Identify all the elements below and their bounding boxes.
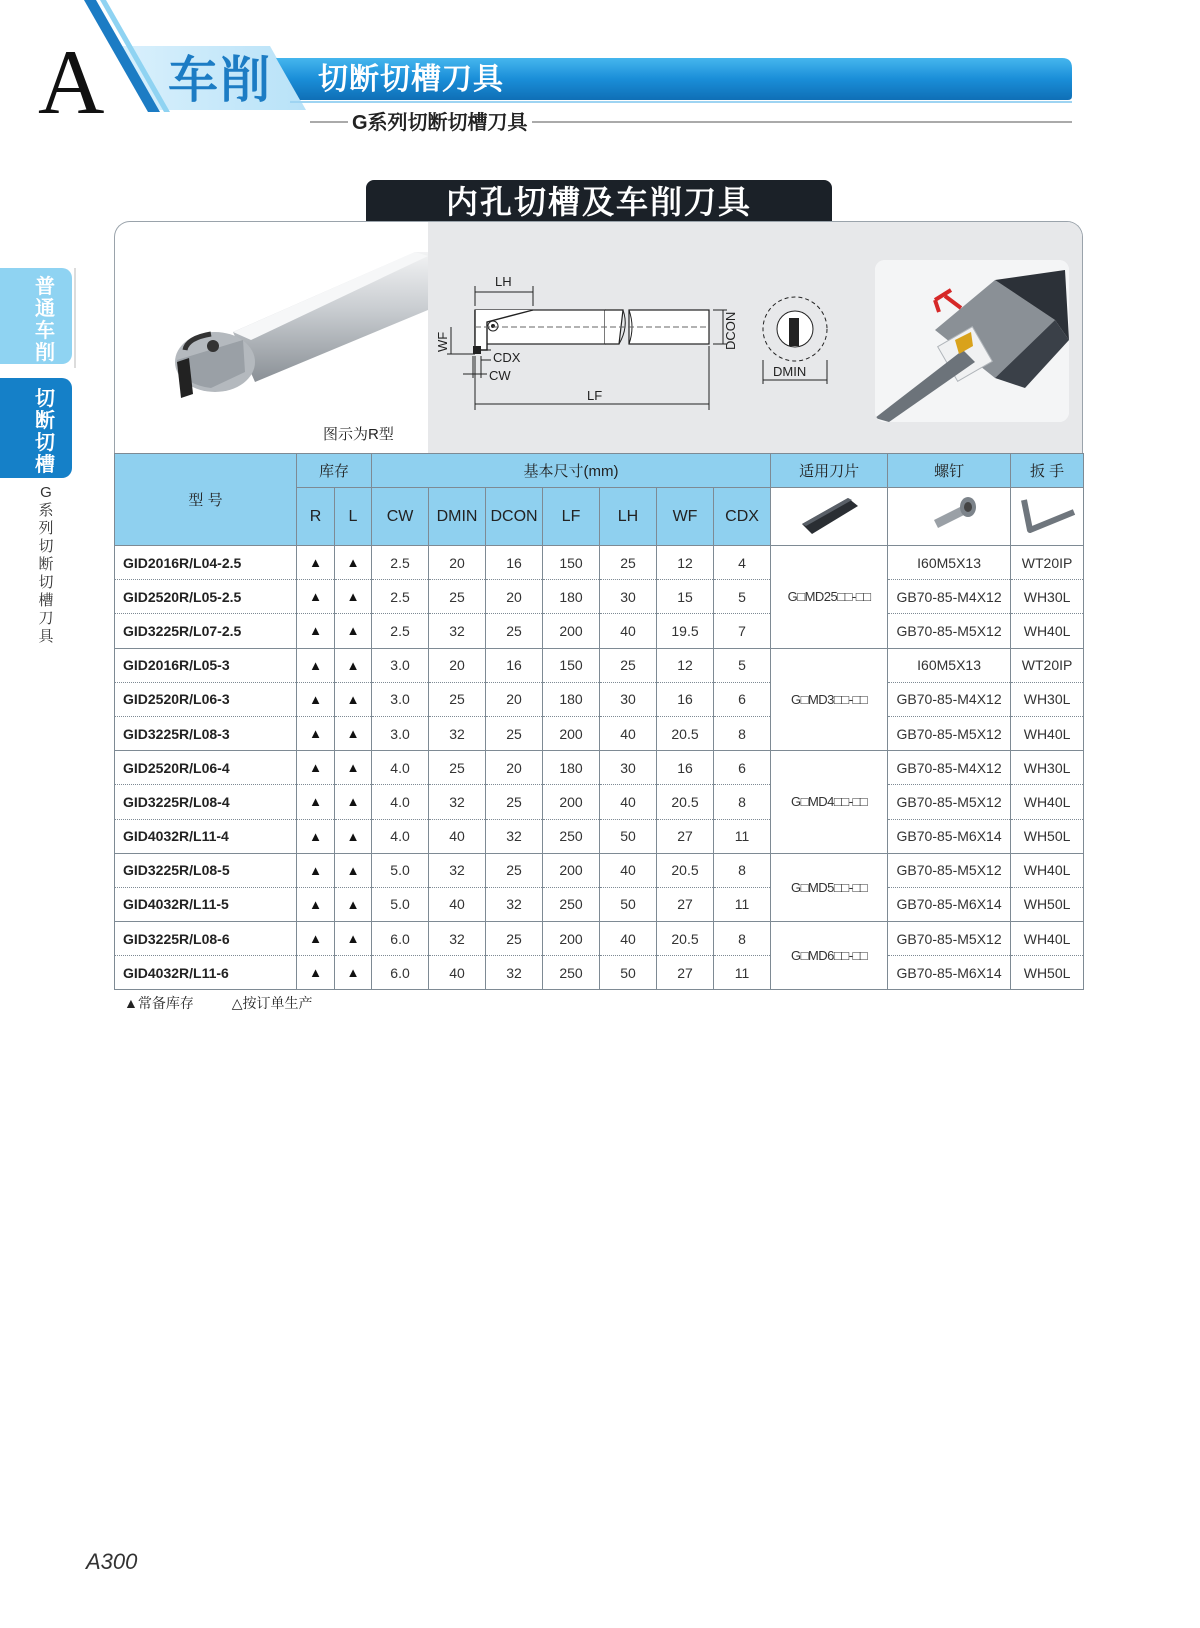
table-cell: 5.0: [372, 887, 429, 921]
table-cell: 32: [429, 922, 486, 956]
table-cell: 20.5: [657, 853, 714, 887]
table-cell: 32: [486, 887, 543, 921]
table-cell: WH40L: [1011, 853, 1084, 887]
chapter-letter: A: [38, 31, 105, 133]
table-cell: 27: [657, 956, 714, 990]
table-cell: 8: [714, 922, 771, 956]
table-cell: 2.5: [372, 580, 429, 614]
table-cell: ▲: [297, 819, 335, 853]
figure-note: 图示为R型: [323, 426, 394, 443]
table-cell: 25: [429, 682, 486, 716]
wrench-image: [1011, 488, 1084, 546]
table-cell: 200: [543, 716, 600, 750]
table-cell: ▲: [297, 956, 335, 990]
table-cell: GB70-85-M5X12: [888, 922, 1011, 956]
table-cell: 40: [429, 887, 486, 921]
table-cell: 200: [543, 922, 600, 956]
table-cell: 6.0: [372, 922, 429, 956]
side-vertical-label: G 系 列 切 断 切 槽 刀 具: [38, 484, 54, 645]
table-cell: 4: [714, 546, 771, 580]
page-number: A300: [86, 1549, 138, 1574]
table-cell: 16: [486, 546, 543, 580]
table-row: [115, 887, 1084, 921]
model-cell: GID3225R/L08-4: [115, 785, 297, 819]
table-cell: 50: [600, 887, 657, 921]
dim-wf: WF: [435, 331, 450, 352]
model-cell: GID4032R/L11-6: [115, 956, 297, 990]
table-row: [115, 956, 1084, 990]
table-cell: ▲: [297, 887, 335, 921]
table-cell: 150: [543, 546, 600, 580]
table-cell: 25: [486, 716, 543, 750]
model-cell: GID2016R/L05-3: [115, 648, 297, 682]
table-cell: 180: [543, 580, 600, 614]
header-r: R: [297, 488, 335, 546]
model-cell: GID3225R/L08-5: [115, 853, 297, 887]
dim-lh: LH: [495, 274, 512, 289]
table-cell: ▲: [335, 785, 372, 819]
table-cell: WH40L: [1011, 922, 1084, 956]
table-cell: ▲: [335, 887, 372, 921]
legend-stock: ▲常备库存: [124, 995, 194, 1011]
table-row: [115, 819, 1084, 853]
table-cell: 3.0: [372, 682, 429, 716]
model-cell: GID2016R/L04-2.5: [115, 546, 297, 580]
table-cell: 5.0: [372, 853, 429, 887]
table-row: [115, 922, 1084, 956]
table-cell: ▲: [335, 546, 372, 580]
table-cell: 7: [714, 614, 771, 648]
table-row: [115, 853, 1084, 887]
table-cell: 15: [657, 580, 714, 614]
table-cell: 27: [657, 887, 714, 921]
page-header: [0, 0, 1200, 140]
table-cell: 32: [429, 716, 486, 750]
table-cell: 32: [486, 819, 543, 853]
table-cell: ▲: [335, 682, 372, 716]
figure-panel: [114, 221, 1083, 454]
table-cell: 2.5: [372, 546, 429, 580]
table-cell: 40: [600, 614, 657, 648]
table-cell: 20: [486, 580, 543, 614]
header-dcon: DCON: [486, 488, 543, 546]
table-cell: ▲: [297, 546, 335, 580]
table-cell: GB70-85-M4X12: [888, 751, 1011, 785]
table-cell: ▲: [335, 956, 372, 990]
table-cell: WH50L: [1011, 819, 1084, 853]
table-cell: WH40L: [1011, 614, 1084, 648]
table-cell: 20: [486, 751, 543, 785]
table-cell: 30: [600, 751, 657, 785]
table-cell: WT20IP: [1011, 546, 1084, 580]
table-cell: WH50L: [1011, 956, 1084, 990]
table-cell: 6.0: [372, 956, 429, 990]
table-cell: ▲: [335, 716, 372, 750]
table-cell: 12: [657, 546, 714, 580]
table-cell: 250: [543, 956, 600, 990]
header-dmin: DMIN: [429, 488, 486, 546]
dim-lf: LF: [587, 388, 603, 403]
header-screw: 螺钉: [888, 454, 1011, 488]
table-cell: 32: [429, 785, 486, 819]
table-cell: GB70-85-M5X12: [888, 785, 1011, 819]
table-cell: WH50L: [1011, 887, 1084, 921]
dim-cdx: CDX: [493, 350, 521, 365]
table-cell: 40: [600, 922, 657, 956]
table-cell: 8: [714, 716, 771, 750]
table-cell: 25: [600, 546, 657, 580]
insert-group: G□MD3□□-□□: [771, 648, 888, 751]
table-cell: 6: [714, 751, 771, 785]
model-cell: GID4032R/L11-5: [115, 887, 297, 921]
table-cell: 3.0: [372, 648, 429, 682]
header-cdx: CDX: [714, 488, 771, 546]
table-row: [115, 546, 1084, 580]
table-cell: 30: [600, 682, 657, 716]
table-cell: ▲: [297, 580, 335, 614]
table-cell: ▲: [297, 785, 335, 819]
header-l: L: [335, 488, 372, 546]
table-cell: 32: [429, 614, 486, 648]
table-cell: ▲: [335, 580, 372, 614]
legend-order: △按订单生产: [231, 995, 313, 1011]
table-cell: 200: [543, 785, 600, 819]
table-cell: ▲: [297, 716, 335, 750]
header-stock: 库存: [297, 454, 372, 488]
model-cell: GID2520R/L06-4: [115, 751, 297, 785]
table-cell: 20.5: [657, 716, 714, 750]
screw-icon: [914, 490, 984, 538]
table-cell: 11: [714, 819, 771, 853]
table-row: [115, 716, 1084, 750]
header-wf: WF: [657, 488, 714, 546]
table-cell: 20.5: [657, 785, 714, 819]
table-cell: ▲: [335, 648, 372, 682]
insert-group: G□MD5□□-□□: [771, 853, 888, 921]
table-cell: 16: [486, 648, 543, 682]
table-cell: 30: [600, 580, 657, 614]
table-cell: 20: [429, 546, 486, 580]
table-cell: 3.0: [372, 716, 429, 750]
tool-holder-image: [115, 222, 428, 454]
spec-table: [114, 453, 1084, 990]
application-image: [875, 260, 1069, 422]
table-cell: 6: [714, 682, 771, 716]
table-cell: 20.5: [657, 922, 714, 956]
table-cell: ▲: [297, 751, 335, 785]
product-banner: 内孔切槽及车削刀具: [366, 180, 832, 224]
table-cell: 180: [543, 751, 600, 785]
table-cell: 11: [714, 956, 771, 990]
table-row: [115, 580, 1084, 614]
table-cell: GB70-85-M6X14: [888, 819, 1011, 853]
table-cell: 25: [486, 853, 543, 887]
table-cell: 20: [429, 648, 486, 682]
insert-image: [771, 488, 888, 546]
dim-dcon: DCON: [723, 311, 738, 350]
model-cell: GID3225R/L08-6: [115, 922, 297, 956]
table-cell: 4.0: [372, 751, 429, 785]
table-cell: 5: [714, 648, 771, 682]
model-cell: GID2520R/L05-2.5: [115, 580, 297, 614]
spec-table-body: [115, 546, 1084, 990]
tab-general-turning[interactable]: 普 通 车 削: [0, 268, 72, 364]
table-cell: 40: [429, 819, 486, 853]
table-row: [115, 751, 1084, 785]
table-cell: 16: [657, 682, 714, 716]
table-cell: WH30L: [1011, 751, 1084, 785]
table-cell: 4.0: [372, 785, 429, 819]
table-cell: ▲: [335, 819, 372, 853]
subsection-title: G系列切断切槽刀具: [348, 110, 532, 136]
table-cell: 200: [543, 614, 600, 648]
table-cell: GB70-85-M6X14: [888, 887, 1011, 921]
table-cell: 16: [657, 751, 714, 785]
table-cell: 8: [714, 853, 771, 887]
table-row: [115, 648, 1084, 682]
table-cell: 5: [714, 580, 771, 614]
table-cell: 250: [543, 819, 600, 853]
header-model: 型 号: [115, 454, 297, 546]
table-cell: 25: [486, 922, 543, 956]
table-cell: GB70-85-M5X12: [888, 716, 1011, 750]
table-row: [115, 614, 1084, 648]
header-lh: LH: [600, 488, 657, 546]
tab-parting-grooving[interactable]: 切 断 切 槽: [0, 378, 72, 478]
table-cell: ▲: [335, 614, 372, 648]
table-cell: 4.0: [372, 819, 429, 853]
table-cell: 19.5: [657, 614, 714, 648]
table-cell: 25: [429, 751, 486, 785]
table-cell: 50: [600, 819, 657, 853]
dimension-drawing: [433, 252, 853, 432]
table-cell: WH40L: [1011, 716, 1084, 750]
category-title: 车削: [168, 52, 272, 108]
table-cell: 8: [714, 785, 771, 819]
table-cell: 25: [486, 785, 543, 819]
insert-group: G□MD6□□-□□: [771, 922, 888, 990]
table-cell: 150: [543, 648, 600, 682]
table-cell: ▲: [297, 853, 335, 887]
table-cell: ▲: [335, 751, 372, 785]
table-cell: 32: [486, 956, 543, 990]
table-cell: 40: [600, 853, 657, 887]
model-cell: GID2520R/L06-3: [115, 682, 297, 716]
table-cell: 2.5: [372, 614, 429, 648]
table-cell: 25: [600, 648, 657, 682]
table-cell: ▲: [297, 648, 335, 682]
table-cell: WH30L: [1011, 580, 1084, 614]
table-cell: 40: [600, 716, 657, 750]
section-title: 切断切槽刀具: [318, 63, 504, 96]
table-cell: I60M5X13: [888, 546, 1011, 580]
table-cell: 27: [657, 819, 714, 853]
table-cell: 25: [486, 614, 543, 648]
table-cell: GB70-85-M4X12: [888, 580, 1011, 614]
table-cell: 40: [429, 956, 486, 990]
model-cell: GID3225R/L07-2.5: [115, 614, 297, 648]
table-cell: WH40L: [1011, 785, 1084, 819]
table-row: [115, 682, 1084, 716]
insert-group: G□MD4□□-□□: [771, 751, 888, 854]
table-cell: 40: [600, 785, 657, 819]
table-cell: 32: [429, 853, 486, 887]
table-cell: 20: [486, 682, 543, 716]
table-cell: 200: [543, 853, 600, 887]
model-cell: GID4032R/L11-4: [115, 819, 297, 853]
table-cell: 50: [600, 956, 657, 990]
header-insert: 适用刀片: [771, 454, 888, 488]
table-cell: 180: [543, 682, 600, 716]
table-cell: 12: [657, 648, 714, 682]
screw-image: [888, 488, 1011, 546]
table-cell: 25: [429, 580, 486, 614]
side-divider: [74, 268, 76, 368]
header-wrench: 扳 手: [1011, 454, 1084, 488]
dim-dmin: DMIN: [773, 364, 807, 379]
table-cell: GB70-85-M5X12: [888, 614, 1011, 648]
table-cell: WT20IP: [1011, 648, 1084, 682]
table-cell: I60M5X13: [888, 648, 1011, 682]
header-basic-dims: 基本尺寸(mm): [372, 454, 771, 488]
wrench-icon: [1012, 490, 1082, 538]
model-cell: GID3225R/L08-3: [115, 716, 297, 750]
table-cell: GB70-85-M4X12: [888, 682, 1011, 716]
stock-legend: [124, 993, 347, 1013]
table-cell: GB70-85-M6X14: [888, 956, 1011, 990]
insert-group: G□MD25□□-□□: [771, 546, 888, 649]
insert-icon: [794, 490, 864, 538]
table-cell: WH30L: [1011, 682, 1084, 716]
table-cell: ▲: [335, 922, 372, 956]
table-cell: 250: [543, 887, 600, 921]
header-cw: CW: [372, 488, 429, 546]
table-cell: ▲: [297, 682, 335, 716]
table-cell: ▲: [335, 853, 372, 887]
table-cell: 11: [714, 887, 771, 921]
table-cell: ▲: [297, 614, 335, 648]
header-lf: LF: [543, 488, 600, 546]
dim-cw: CW: [489, 368, 511, 383]
table-cell: GB70-85-M5X12: [888, 853, 1011, 887]
table-row: [115, 785, 1084, 819]
table-cell: ▲: [297, 922, 335, 956]
